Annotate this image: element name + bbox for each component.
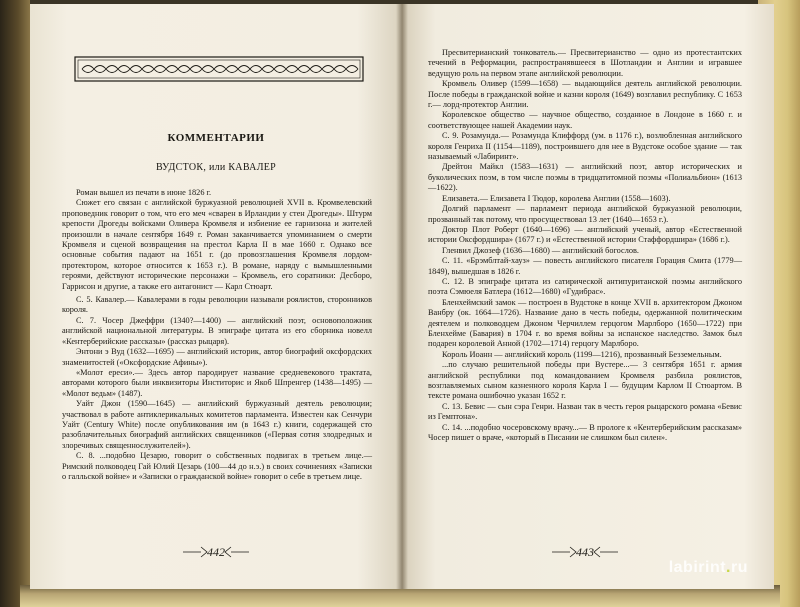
page-number-label: 442 (207, 544, 225, 559)
paragraph: Доктор Плот Роберт (1640—1696) — английский ученый, автор «Естественной истории Оксфордшира» (1677 г.) и «Естественной истории Стаффордшира» (1686 г.). (428, 224, 742, 245)
book-cover-left (0, 0, 30, 607)
paragraph: ...по случаю решительной победы при Вустере...— 3 сентября 1651 г. армия английской республики под командованием Кромвеля разбила роялистов, возглавляемых сыном казненного короля Карла I — будущим Карлом II Стюартом. В тексте романа ошибочно указан 1652 г. (428, 360, 742, 401)
right-page (402, 4, 774, 589)
paragraph: «Молот ереси».— Здесь автор пародирует название средневекового трактата, авторами которого были инквизиторы Инститорис и Якоб Шпренгер (1438—1495) — «Молот ведьм» (1487). (62, 367, 372, 398)
left-page-text (62, 188, 372, 482)
page-title: КОММЕНТАРИИ (167, 132, 265, 144)
book-gutter (396, 4, 408, 589)
page-number (550, 544, 620, 560)
right-page-text (428, 48, 742, 443)
paragraph: Бленхеймский замок — построен в Вудстоке в конце XVII в. архитектором Джоном Ванбру (ок. 1664—1726). Название дано в честь победы, одержанной политическим деятелем и полководцем Джоном Черчиллем герцогом Марлборо (1650—1722) при Бленхейме (Бавария) в 1704 г. во время войны за испанское наследство. Замок был подарен королевой Анной (1702—1714) герцогу Марлборо. (428, 297, 742, 349)
paragraph: Роман вышел из печати в июне 1826 г. (76, 188, 212, 197)
paragraph: Пресвитерианский тонкователь.— Пресвитерианство — одно из протестантских течений в Реформации, распространявшееся в Шотландии и Англии и игравшее ведущую роль на первом этапе английской революции. (428, 48, 742, 78)
page-number (181, 544, 251, 560)
paragraph: Энтони э Вуд (1632—1695) — английский историк, автор биографий оксфордских знаменитостей («Оксфордские Афины»). (62, 347, 372, 367)
watermark-text: labirint (668, 559, 727, 576)
paragraph: Королевское общество — научное общество, созданное в Лондоне в 1660 г. и соответствующее нашей Академии наук. (428, 110, 742, 130)
paragraph: С. 13. Бевис — сын сэра Генри. Назван так в честь героя рыцарского романа «Бевис из Гемптона». (428, 401, 742, 422)
paragraph: С. 11. «Брэмблтай-хауз» — повесть английского писателя Горация Смита (1779—1849), вышедшая в 1826 г. (428, 256, 742, 276)
paragraph: С. 5. Кавалер.— Кавалерами в годы революции называли роялистов, сторонников короля. (62, 295, 372, 315)
paragraph: С. 14. ...подобно чосеровскому врачу...— В прологе к «Кентерберийским рассказам» Чосер пишет о враче, «который в Писании не слишком был силен». (428, 422, 742, 443)
watermark (669, 559, 748, 577)
paragraph: С. 7. Чосер Джеффри (1340?—1400) — английский поэт, основоположник английской национальной литературы. В эпиграфе цитата из его сборника новелл «Кентерберийские рассказы» (рассказ рыцаря). (62, 315, 372, 346)
paragraph: Дрейтон Майкл (1583—1631) — английский поэт, автор исторических и буколических поэм, в том числе поэмы в тридцатитомной поэмы «Полиальбион» (1613—1622). (428, 162, 742, 193)
section-title: ВУДСТОК, или КАВАЛЕР (155, 162, 277, 173)
watermark-domain: ru (731, 559, 748, 576)
page-number-label: 443 (576, 544, 594, 559)
paragraph: Долгий парламент — парламент периода английской буржуазной революции, прозванный так потому, что просуществовал 13 лет (1640—1653 г.). (428, 204, 742, 224)
paragraph: Кромвель Оливер (1599—1658) — выдающийся деятель английской революции. После победы в гражданской войне и казни короля (1649) возглавил республику. С 1653 г.— лорд-протектор Англии. (428, 79, 742, 110)
paragraph: С. 9. Розамунда.— Розамунда Клиффорд (ум. в 1176 г.), возлюбленная английского короля Генриха II (1154—1189), построившего для нее в Вудстоке особое здание — так называемый «Лабиринт». (428, 131, 742, 162)
paragraph: Сюжет его связан с английской буржуазной революцией XVII в. Кромвелевский проповедник говорит о том, что его меч «сварен в Ирландии у стен Дрогеды». Штурм крепости Дрогеды войсками Оливера Кромвеля и избиение ее гарнизона и жителей произошли в начале сентября 1649 г. Роман заканчивается упоминанием о смерти Кромвеля и сценой возвращения на престол Карла II в мае 1660 г. Однако все основные события падают на 1651 г. (до провозглашения Кромвеля лордом-протектором, которое относится к 1653 г.). В романе, наряду с вымышленными героями, действуют исторические персонажи – Кромвель, его соратники: Десборо, Гаррисон и другие, а также его антагонист — Карл Стюарт. (62, 198, 372, 291)
paragraph: Елизавета.— Елизавета I Тюдор, королева Англии (1558—1603). (442, 193, 671, 203)
paragraph: Уайт Джон (1590—1645) — английский буржуазный деятель революции; участвовал в работе антиклерикальных комитетов парламента. Известен как Сенчури Уайт (Century White) после опубликования им (в 1643 г.) книги, содержащей сто разоблачительных биографий английских священников («Первая сотня злодредных и злоречивых священнослужителей»). (62, 399, 372, 450)
ornament-border-icon (74, 56, 364, 82)
paragraph: С. 12. В эпиграфе цитата из сатирической антипуританской поэмы английского поэта Сэмюеля Батлера (1612—1680) «Гудибрас». (428, 276, 742, 297)
watermark-dot: . (726, 559, 731, 576)
paragraph: С. 8. ...подобно Цезарю, говорит о собственных подвигах в третьем лице.— Римский полководец Гай Юлий Цезарь (100—44 до н.э.) в своих сочинениях «Записки о галльской войне» и «Записки о гражданской войне» говорит о себе в третьем лице. (62, 451, 372, 481)
paragraph: Гленвил Джозеф (1636—1680) — английский богослов. (442, 245, 639, 255)
left-page (30, 4, 402, 589)
paragraph: Король Иоанн — английский король (1199—1216), прозванный Безземельным. (442, 349, 722, 359)
